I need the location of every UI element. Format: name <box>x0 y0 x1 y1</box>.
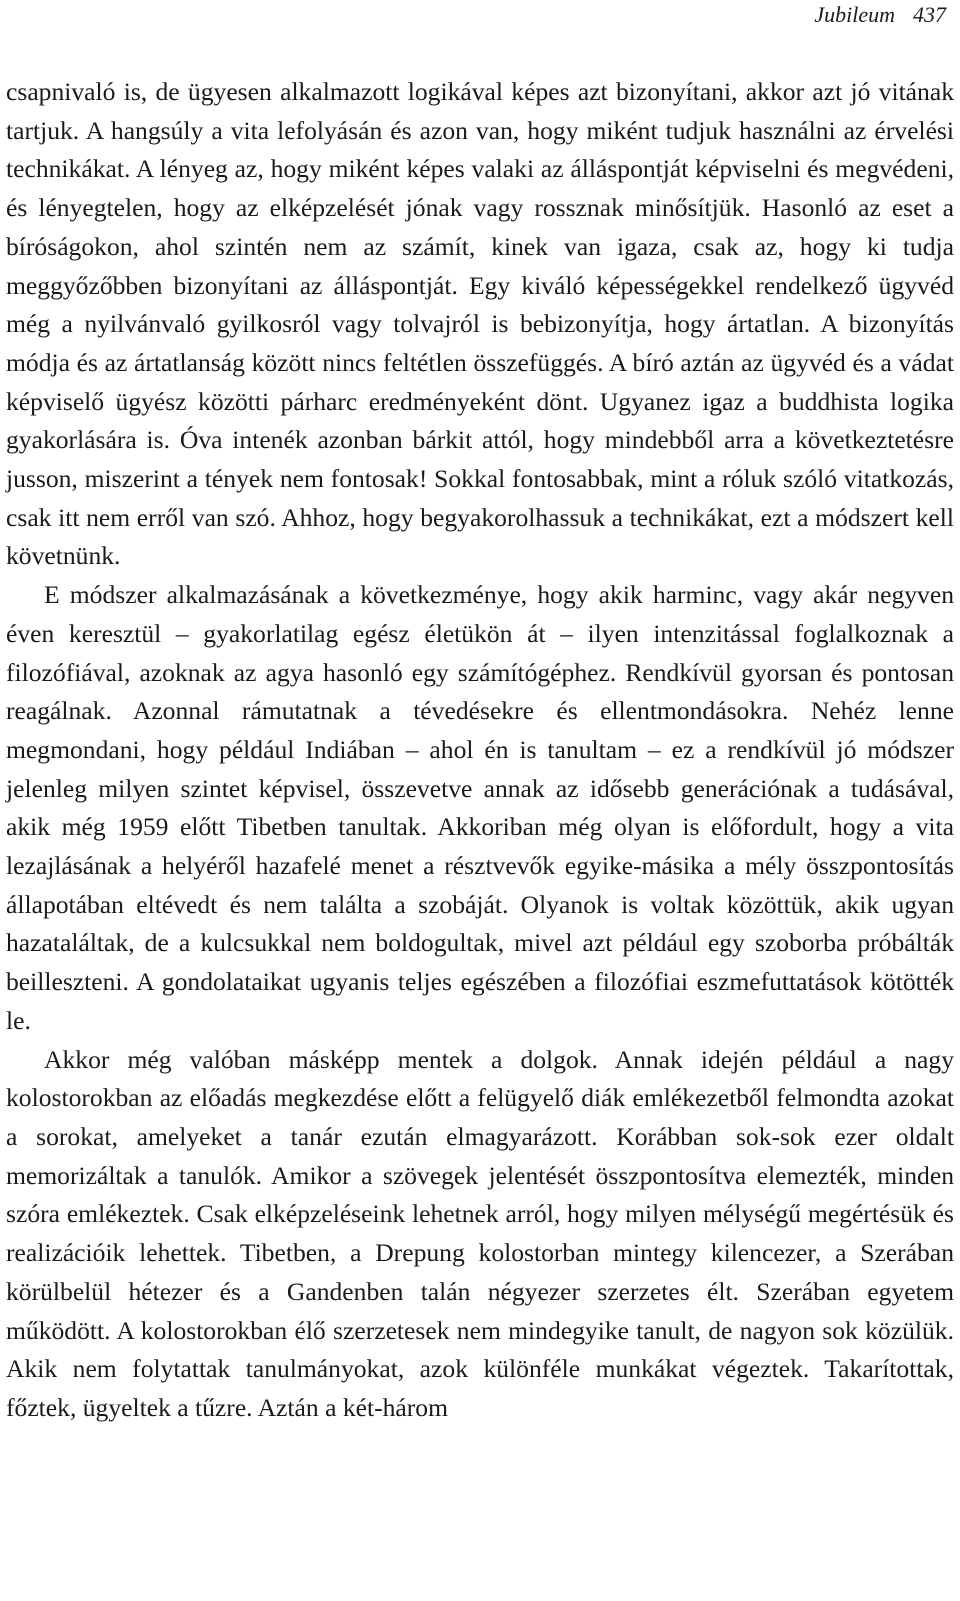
paragraph: Akkor még valóban másképp mentek a dolgok. Annak idején például a nagy kolostorokban az előadás megkezdése előtt a felügyelő diák emlékezetből felmondta azokat a sorokat, amelyeket a tanár ezután elmagyarázott. Korábban sok-sok ezer oldalt memorizáltak a tanulók. Amikor a szövegek jelentését összpontosítva elemezték, minden szóra emlékeztek. Csak elképzeléseink lehetnek arról, hogy milyen mélységű megértésük és realizációik lehettek. Tibetben, a Drepung kolostorban mintegy kilencezer, a Szerában körülbelül hétezer és a Gandenben talán négyezer szerzetes élt. Szerában egyetem működött. A kolostorokban élő szerzetesek nem mindegyike tanult, de nagyon sok közülük. Akik nem folytattak tanulmányokat, azok különféle munkákat végeztek. Takarítottak, főztek, ügyeltek a tűzre. Aztán a két-három <box>6 1044 954 1422</box>
page-number: 437 <box>913 2 946 27</box>
running-head <box>814 0 946 30</box>
running-head-title: Jubileum <box>814 2 895 27</box>
body-text <box>6 73 954 1428</box>
paragraph: E módszer alkalmazásának a következménye, hogy akik harminc, vagy akár negyven éven keresztül – gyakorlatilag egész életükön át – ilyen intenzitással foglalkoznak a filozófiával, azoknak az agya hasonló egy számítógéphez. Rendkívül gyorsan és pontosan reagálnak. Azonnal rámutatnak a tévedésekre és ellentmondásokra. Nehéz lenne megmondani, hogy például Indiában – ahol én is tanultam – ez a rendkívül jó módszer jelenleg milyen szintet képvisel, összevetve annak az idősebb generációnak a tudásával, akik még 1959 előtt Tibetben tanultak. Akkoriban még olyan is előfordult, hogy a vita lezajlásának a helyéről hazafelé menet a résztvevők egyike-másika a mély összpontosítás állapotában eltévedt és nem találta a szobáját. Olyanok is voltak közöttük, akik ugyan hazataláltak, de a kulcsukkal nem boldogultak, mivel azt például egy szoborba próbálták beilleszteni. A gondolataikat ugyanis teljes egészében a filozófiai eszmefuttatások kötötték le. <box>6 580 954 1035</box>
paragraph-continued: csapnivaló is, de ügyesen alkalmazott logikával képes azt bizonyítani, akkor azt jó vitának tartjuk. A hangsúly a vita lefolyásán és azon van, hogy miként tudjuk használni az érvelési technikákat. A lényeg az, hogy miként képes valaki az álláspontját képviselni és megvédeni, és lényegtelen, hogy az elképzelését jónak vagy rossznak minősítjük. Hasonló az eset a bíróságokon, ahol szintén nem az számít, kinek van igaza, csak az, hogy ki tudja meggyőzőbben bizonyítani az álláspontját. Egy kiváló képességekkel rendelkező ügyvéd még a nyilvánvaló gyilkosról vagy tolvajról is bebizonyítja, hogy ártatlan. A bizonyítás módja és az ártatlanság között nincs feltétlen összefüggés. A bíró aztán az ügyvéd és a vádat képviselő ügyész közötti párharc eredményeként dönt. Ugyanez igaz a buddhista logika gyakorlására is. Óva intenék azonban bárkit attól, hogy mindebből arra a következtetésre jusson, miszerint a tények nem fontosak! Sokkal fontosabbak, mint a róluk szóló vitatkozás, csak itt nem erről van szó. Ahhoz, hogy begyakorolhassuk a technikákat, ezt a módszert kell követnünk. <box>6 77 954 571</box>
